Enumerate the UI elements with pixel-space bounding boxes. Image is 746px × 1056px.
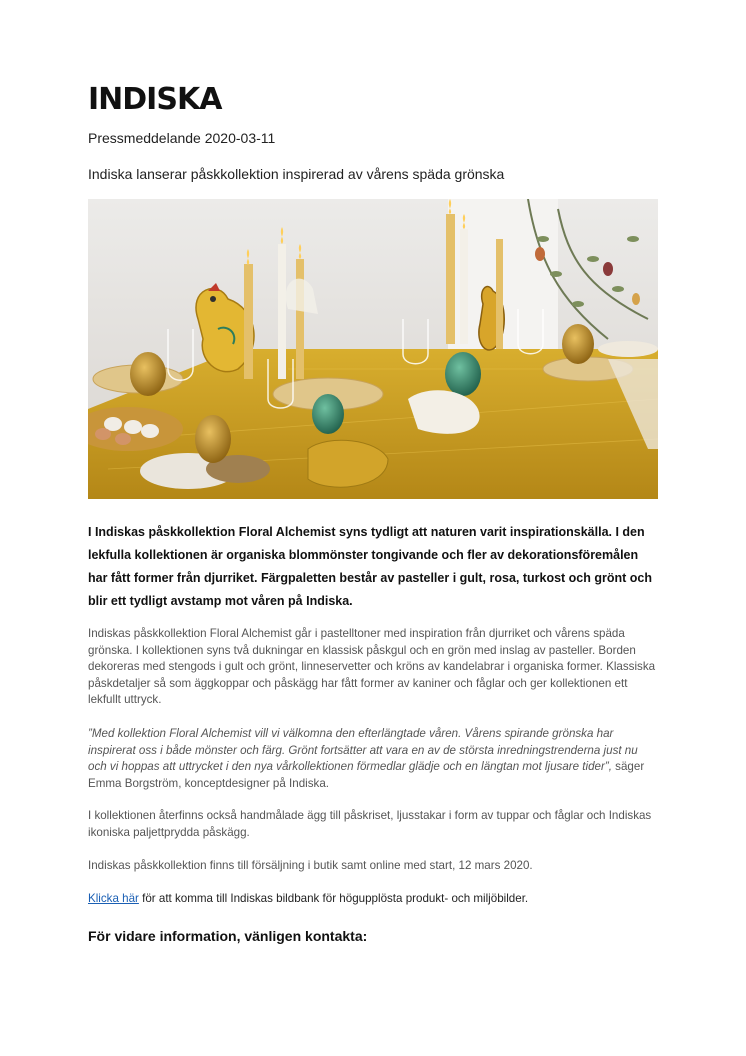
quote-attribution: säger Emma Borgström, konceptdesigner på Indiska. xyxy=(88,760,645,790)
indiska-logo: INDISKA xyxy=(88,82,222,117)
image-bank-text: för att komma till Indiskas bildbank för högupplösta produkt- och miljöbilder. xyxy=(138,892,529,905)
body-paragraph-1-text: Indiskas påskkollektion Floral Alchemist går i pastelltoner med inspiration från djurriket och vårens späda grönska. I kollektionen syns två dukningar en klassisk påskgul och en grön med inslag av pasteller. Borden dekoreras med stengods i gult och grönt, linneservetter och kröns av kandelabrar i organiska former. Klassiska påskdetaljer så som äggkoppar och påskägg har fått former av kaniner och fåglar och ger kollektionen ett lekfullt uttryck. xyxy=(88,627,656,706)
image-bank-line xyxy=(88,891,658,908)
body-paragraph-3-text: I kollektionen återfinns också handmålade ägg till påskriset, ljusstakar i form av tuppar och fåglar och Indiskas ikoniska paljettprydda påskägg. xyxy=(88,809,652,839)
press-release-headline: Indiska lanserar påskkollektion inspirerad av vårens späda grönska xyxy=(88,166,505,182)
press-release-ingress: I Indiskas påskkollektion Floral Alchemist syns tydligt att naturen varit inspirationskälla. I den lekfulla kollektionen är organiska blommönster tongivande och fler av dekorationsföremålen har fått former från djurriket. Färgpaletten består av pasteller i gult, rosa, turkost och grönt och blir ett tydligt avstamp mot våren på Indiska. xyxy=(88,525,653,608)
image-bank-link[interactable]: Klicka här xyxy=(88,892,139,905)
body-paragraph-quote xyxy=(88,726,658,792)
body-paragraph-4 xyxy=(88,858,658,875)
body-paragraph-4-text: Indiskas påskkollektion finns till försäljning i butik samt online med start, 12 mars 2020. xyxy=(88,859,533,872)
contact-heading: För vidare information, vänligen kontakta: xyxy=(88,928,368,944)
press-release-date: Pressmeddelande 2020-03-11 xyxy=(88,130,276,146)
quote-paragraph xyxy=(88,726,658,792)
body-paragraph-3 xyxy=(88,808,658,841)
designer-quote: ”Med kollektion Floral Alchemist vill vi välkomna den efterlängtade våren. Vårens spirande grönska har inspirerat oss i både mönster och färg. Grönt fortsätter att vara en av de största inredningstrenderna just nu och vi hoppas att uttrycket i den nya vårkollektionen förmedlar glädje och en längtan mot ljusare tider”, xyxy=(88,727,638,773)
body-paragraph-1 xyxy=(88,626,658,709)
easter-table-photo-icon xyxy=(88,199,658,499)
image-bank-paragraph xyxy=(88,891,658,908)
hero-image-easter-table xyxy=(88,199,658,499)
